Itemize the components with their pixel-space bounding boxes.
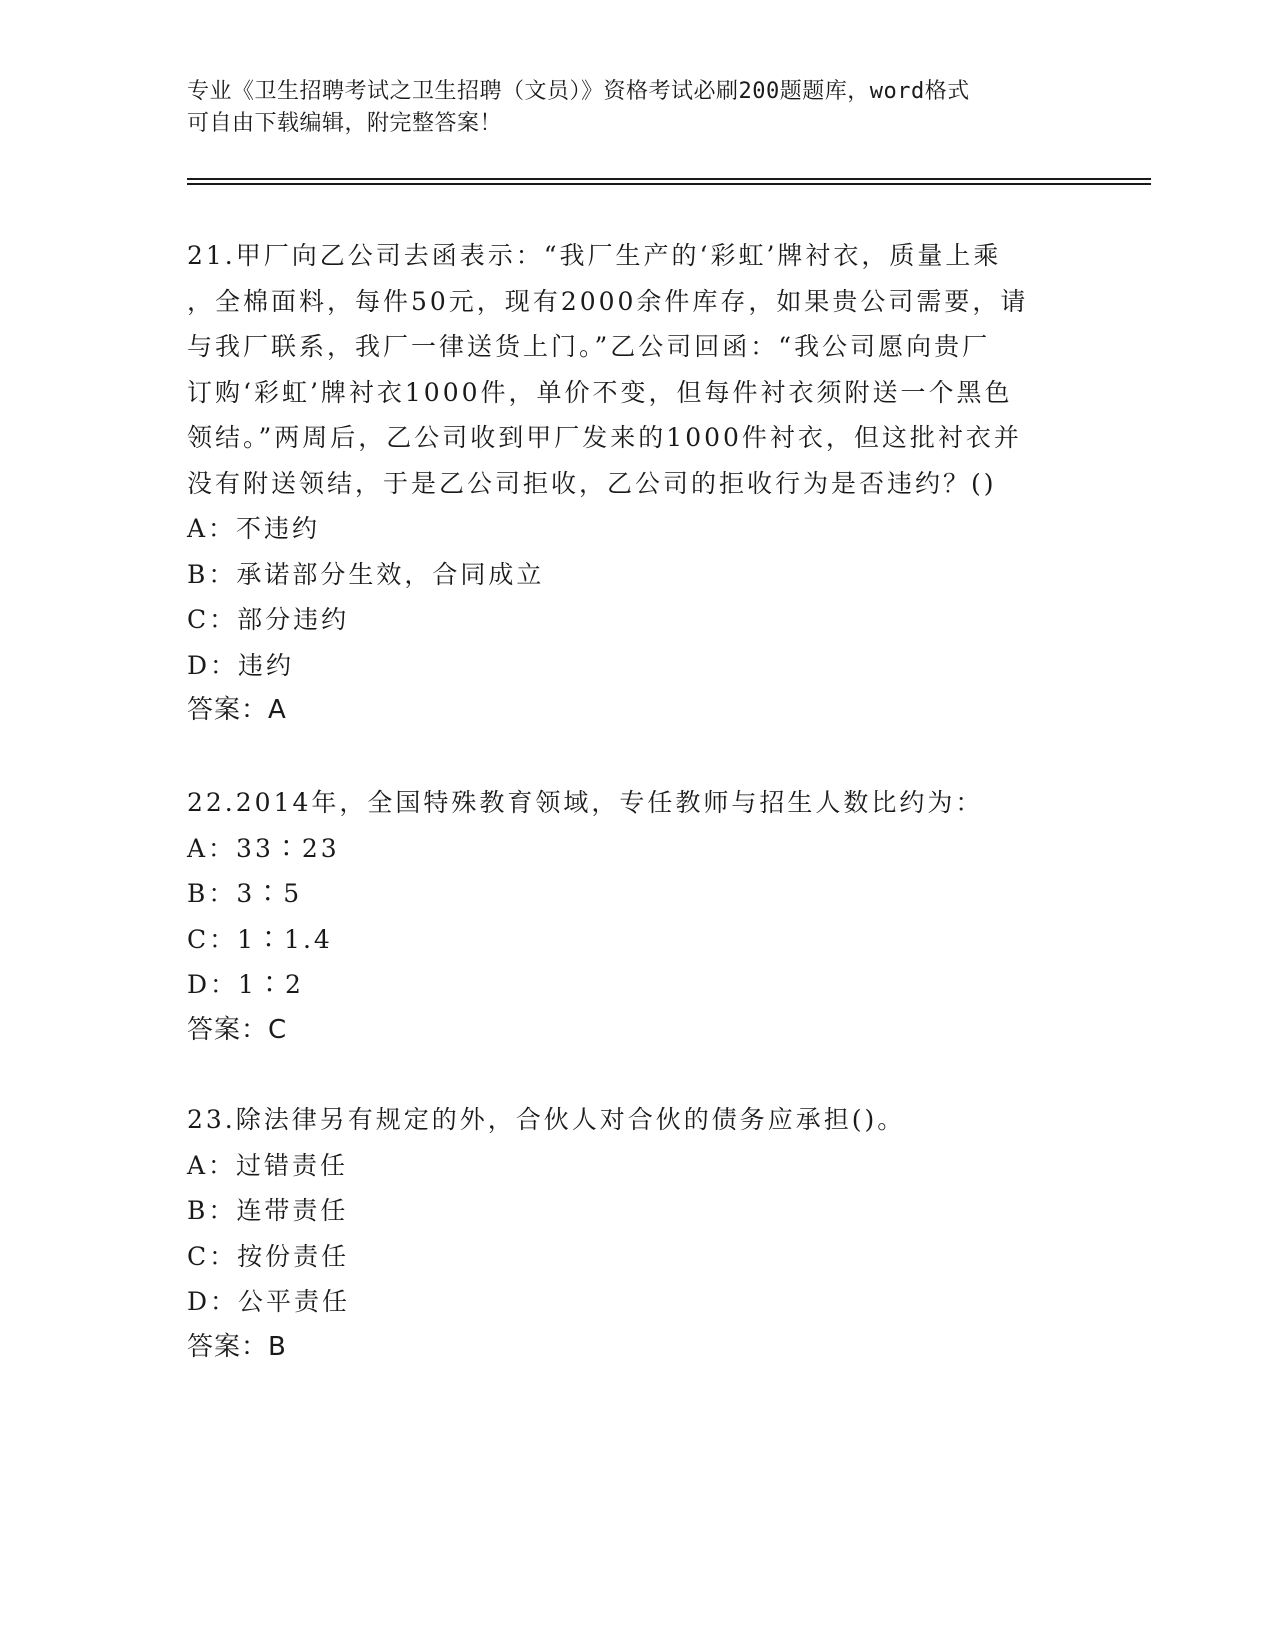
question-stem-line: 23.除法律另有规定的外，合伙人对合伙的债务应承担()。 — [187, 1105, 906, 1134]
question-stem-line: ，全棉面料，每件50元，现有2000余件库存，如果贵公司需要，请 — [187, 286, 1029, 316]
question-22 — [187, 780, 1087, 1053]
option-d: D：1∶2 — [187, 970, 304, 999]
option-a: A：不违约 — [187, 514, 321, 543]
option-b: B：3∶5 — [187, 879, 303, 908]
question-21 — [187, 233, 1087, 734]
question-stem-line: 22.2014年，全国特殊教育领域，专任教师与招生人数比约为： — [187, 788, 984, 817]
option-c: C：按份责任 — [187, 1241, 350, 1271]
document-header — [187, 76, 1067, 140]
option-b: B：承诺部分生效，合同成立 — [187, 559, 545, 589]
header-line: 专业《卫生招聘考试之卫生招聘（文员）》资格考试必刷200题题库，word格式 — [187, 79, 970, 104]
option-d: D：公平责任 — [187, 1287, 351, 1316]
option-c: C：1∶1.4 — [187, 924, 333, 954]
option-d: D：违约 — [187, 650, 295, 680]
question-stem-line: 21.甲厂向乙公司去函表示：“我厂生产的‘彩虹’牌衬衣，质量上乘 — [187, 241, 1002, 270]
header-divider — [187, 183, 1151, 185]
question-stem-line: 没有附送领结，于是乙公司拒收，乙公司的拒收行为是否违约？() — [187, 468, 997, 498]
question-stem-line: 与我厂联系，我厂一律送货上门。”乙公司回函：“我公司愿向贵厂 — [187, 332, 991, 361]
header-divider — [187, 178, 1151, 180]
header-line: 可自由下载编辑，附完整答案！ — [187, 111, 503, 136]
answer: 答案：C — [187, 1014, 288, 1045]
answer: 答案：B — [187, 1331, 287, 1362]
question-stem-line: 领结。”两周后，乙公司收到甲厂发来的1000件衬衣，但这批衬衣并 — [187, 423, 1022, 452]
option-c: C：部分违约 — [187, 605, 350, 634]
option-a: A：33∶23 — [187, 833, 340, 863]
answer: 答案：A — [187, 695, 287, 725]
option-b: B：连带责任 — [187, 1196, 349, 1225]
question-23 — [187, 1097, 1087, 1370]
question-stem-line: 订购‘彩虹’牌衬衣1000件，单价不变，但每件衬衣须附送一个黑色 — [187, 377, 1013, 407]
option-a: A：过错责任 — [187, 1150, 349, 1180]
